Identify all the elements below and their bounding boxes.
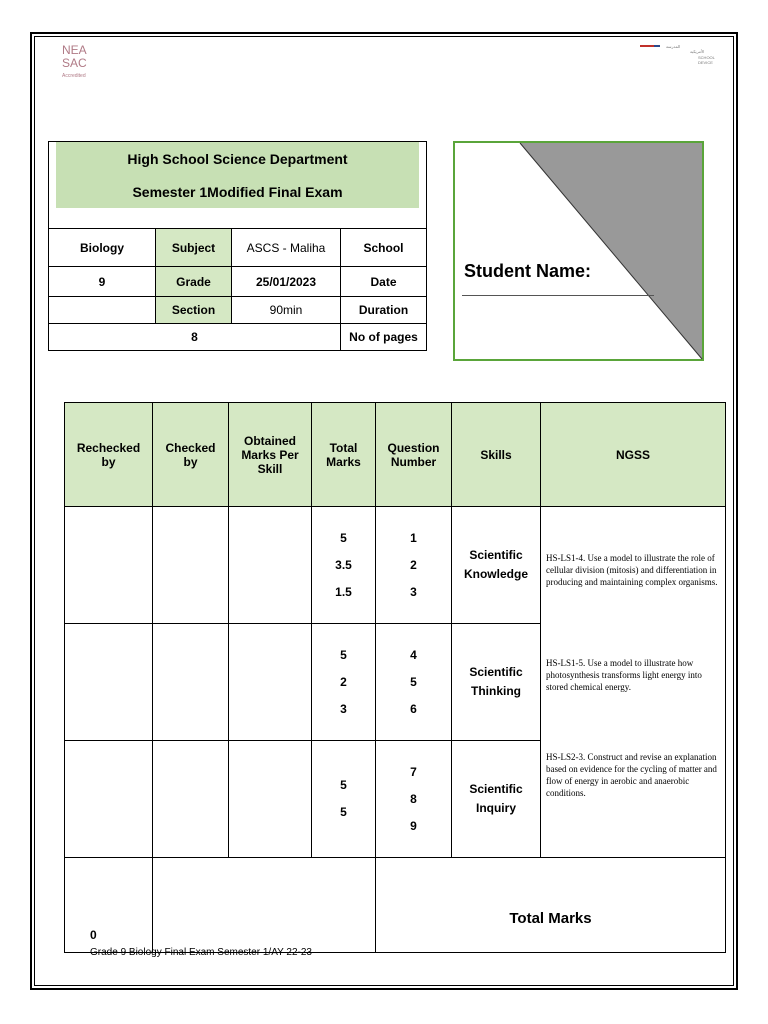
student-name-label: Student Name: — [464, 261, 592, 281]
ngss-standard: HS-LS2-3. Construct and revise an explanation based on evidence for the cycling of matter and flow of energy in aerobic and anaerobic conditions. — [546, 752, 717, 798]
question-number-cell — [376, 624, 452, 741]
table-row — [65, 507, 726, 624]
svg-text:NEA: NEA — [62, 43, 87, 57]
skill-cell: Scientific Thinking — [452, 624, 541, 741]
skill-cell: Scientific Knowledge — [452, 507, 541, 624]
total-mark: 3.5 — [335, 557, 352, 572]
marks-table — [64, 402, 726, 953]
rechecked-cell[interactable] — [65, 507, 153, 624]
page-number: 0 — [90, 928, 97, 942]
question-number: 8 — [410, 791, 417, 806]
checked-cell[interactable] — [153, 741, 229, 858]
question-number: 4 — [410, 647, 417, 662]
question-number: 5 — [410, 674, 417, 689]
school-label: School — [341, 229, 427, 267]
question-number: 2 — [410, 557, 417, 572]
school-value: ASCS - Maliha — [232, 229, 341, 267]
date-value: 25/01/2023 — [232, 267, 341, 297]
student-name-line[interactable] — [462, 295, 654, 296]
total-marks-cell — [312, 741, 376, 858]
department-title: High School Science Department — [127, 150, 348, 167]
exam-title: Semester 1Modified Final Exam — [132, 183, 343, 200]
svg-text:Accredited: Accredited — [62, 73, 86, 79]
total-marks-cell — [312, 624, 376, 741]
total-mark: 5 — [340, 778, 347, 792]
question-number: 7 — [410, 764, 417, 779]
ngss-standard: HS-LS1-4. Use a model to illustrate the role of cellular division (mitosis) and differentiation in producing and maintaining complex organisms. — [546, 553, 718, 587]
question-number-cell — [376, 741, 452, 858]
ngss-standard: HS-LS1-5. Use a model to illustrate how photosynthesis transforms light energy into stored chemical energy. — [546, 658, 702, 692]
question-number: 3 — [410, 584, 417, 599]
svg-text:الأمريكية: الأمريكية — [690, 49, 705, 54]
ngss-cell — [541, 507, 726, 858]
svg-text:DEVICE: DEVICE — [698, 60, 713, 65]
total-row — [65, 858, 726, 953]
obtained-cell[interactable] — [229, 741, 312, 858]
total-marks-value-cell[interactable] — [153, 858, 376, 953]
section-label: Section — [156, 297, 232, 324]
total-marks-cell — [312, 507, 376, 624]
question-number-cell — [376, 507, 452, 624]
total-mark: 2 — [340, 674, 347, 689]
duration-label: Duration — [341, 297, 427, 324]
svg-text:SAC: SAC — [62, 56, 87, 70]
svg-text:SCHOOL: SCHOOL — [698, 55, 715, 60]
question-number: 6 — [410, 701, 417, 716]
student-name-box — [453, 141, 704, 361]
subject-value: Biology — [49, 229, 156, 267]
question-number: 9 — [410, 818, 417, 833]
grade-label: Grade — [156, 267, 232, 297]
checked-cell[interactable] — [153, 507, 229, 624]
total-mark: 1.5 — [335, 584, 352, 599]
total-blank-cell[interactable] — [65, 858, 153, 953]
header-rechecked: Rechecked by — [65, 403, 153, 507]
header-obtained: Obtained Marks Per Skill — [229, 403, 312, 507]
header-checked: Checked by — [153, 403, 229, 507]
obtained-cell[interactable] — [229, 624, 312, 741]
student-box-triangle — [455, 143, 702, 359]
total-mark: 5 — [340, 530, 347, 545]
exam-info-table — [48, 141, 427, 351]
header-question: Question Number — [376, 403, 452, 507]
svg-text:المدرسة: المدرسة — [666, 44, 681, 49]
pages-value: 8 — [49, 324, 341, 351]
skill-cell: Scientific Inquiry — [452, 741, 541, 858]
total-mark: 5 — [340, 647, 347, 662]
school-logo — [640, 42, 715, 68]
checked-cell[interactable] — [153, 624, 229, 741]
grade-value: 9 — [49, 267, 156, 297]
date-label: Date — [341, 267, 427, 297]
total-marks-label: Total Marks — [376, 858, 726, 953]
header-total: Total Marks — [312, 403, 376, 507]
duration-value: 90min — [232, 297, 341, 324]
rechecked-cell[interactable] — [65, 624, 153, 741]
obtained-cell[interactable] — [229, 507, 312, 624]
exam-title-cell — [49, 142, 427, 229]
pages-label: No of pages — [341, 324, 427, 351]
header-ngss: NGSS — [541, 403, 726, 507]
total-mark: 3 — [340, 701, 347, 716]
total-mark: 5 — [340, 805, 347, 819]
footer-text: Grade 9 Biology Final Exam Semester 1/AY 22-23 — [90, 947, 312, 958]
neasc-logo — [60, 42, 96, 82]
subject-label: Subject — [156, 229, 232, 267]
exam-title-box — [56, 142, 419, 208]
section-value — [49, 297, 156, 324]
question-number: 1 — [410, 530, 417, 545]
rechecked-cell[interactable] — [65, 741, 153, 858]
header-skills: Skills — [452, 403, 541, 507]
